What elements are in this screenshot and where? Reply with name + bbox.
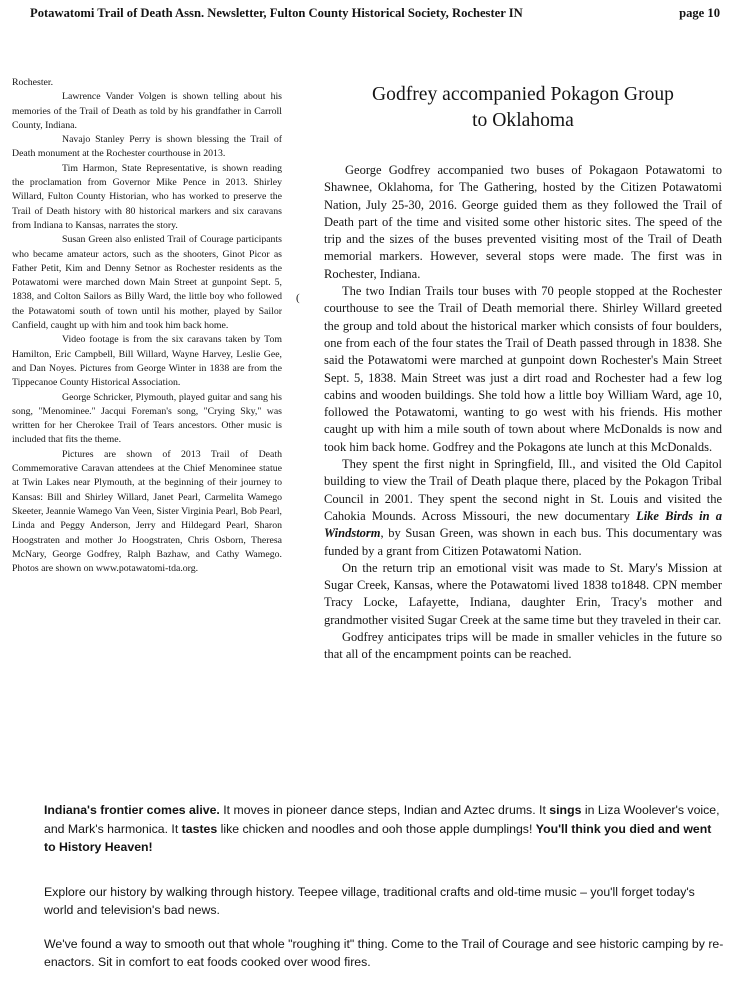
article-paragraph: Godfrey anticipates trips will be made in smaller vehicles in the future so that all of the encampment points can be reached. [324,630,722,662]
left-column [12,76,282,576]
article-title-line: to Oklahoma [472,110,574,131]
ad-bold-text: Indiana's frontier comes alive. [44,803,220,817]
page-number: page 10 [679,6,720,20]
left-paragraph: Video footage is from the six caravans taken by Tom Hamilton, Eric Campbell, Bill Willard, Wayne Harvey, Leslie Gee, and Dan Noyes. Pictures from George Winter in 1838 are from the Tippecanoe County Historical Association. [12,334,282,389]
margin-mark: ( [296,292,300,304]
ad-text: like chicken and noodles and ooh those apple dumplings! [217,821,536,836]
left-paragraph: Susan Green also enlisted Trail of Courage participants who became amateur actors, such as the shooters, Ginot Picor as Father Petit, Kim and Denny Setnor as Rochester residents as the Potawatomi were marched down Main Street at gunpoint Sept. 5, 1838, and Colton Sailors as Billy Ward, the little boy who followed the Potawatomi south of town until his mother, played by Sailor Canfield, caught up with him and took him back home. [12,234,282,332]
article-paragraph [324,456,722,560]
ad-bold-text: tastes [181,821,218,836]
newsletter-header [30,6,720,26]
article-text: They spent the first night in Springfield, Ill., and visited the Old Capitol building to view the Trail of Death plaque there, placed by the Pokagon Tribal Council in 2001. They spent the second night in St. Louis and visited the Cahokia Mounds. Across Missouri, the new documentary [324,457,722,523]
left-paragraph: Navajo Stanley Perry is shown blessing the Trail of Death monument at the Rochester courthouse in 2013. [12,134,282,160]
ad-bold-text: You'll think you died and went to History Heaven! [44,821,712,854]
left-paragraph: Lawrence Vander Volgen is shown telling about his memories of the Trail of Death as told by his grandfather in Carroll County, Indiana. [12,91,282,131]
article-body [324,162,722,664]
article [324,82,722,664]
ad-paragraph: Explore our history by walking through history. Teepee village, traditional crafts and old-time music – you'll forget today's world and television's bad news. [44,884,695,917]
documentary-title: Like Birds in a Windstorm [324,508,723,541]
article-paragraph: The two Indian Trails tour buses with 70 people stopped at the Rochester courthouse to see the Trail of Death memorial there. Shirley Willard greeted the group and told about the historical marker which consists of four boulders, one from each of the four states the Trail of Death passed through in 1838. She said the Potawatomi were marched at gunpoint down Rochester's Main Street Sept. 5, 1838. Main Street was just a dirt road and Rochester had a few log cabins and wooden buildings. She told how a little boy William Ward, age 10, followed the Potawatomi, wanting to go west with his friends. His mother caught up with him a mile south of town about where McDonalds is now and took him back home. Godfrey and the Pokagons ate lunch at this McDonalds. [324,284,722,454]
trail-of-courage-ad [44,801,724,972]
ad-paragraph [44,801,724,857]
ad-bold-text: sings [549,803,582,817]
left-paragraph: Rochester. [12,77,54,88]
newsletter-title: Potawatomi Trail of Death Assn. Newsletter, Fulton County Historical Society, Rochester IN [30,6,523,20]
left-paragraph: George Schricker, Plymouth, played guitar and sang his song, "Menominee." Jacqui Foreman's song, "Crying Sky," was written for her Cherokee Trail of Tears ancestors. Other music is included that fits the theme. [12,391,282,446]
ad-text: in Liza Woolever's voice, and Mark's harmonica. It [44,803,720,836]
article-paragraph: On the return trip an emotional visit was made to St. Mary's Mission at Sugar Creek, Kansas, where the Potawatomi lived 1838 to1848. CPN member Tracy Locke, Lafayette, Indiana, daughter Erin, Tracy's mother and grandmother visited Sugar Creek at the same time but they traveled in their car. [324,560,722,627]
article-title [324,82,722,134]
article-title-line: Godfrey accompanied Pokagon Group [372,84,674,105]
article-text: , by Susan Green, was shown in each bus. This documentary was funded by a grant from Citizen Potawatomi Nation. [324,526,722,558]
left-paragraph: Pictures are shown of 2013 Trail of Death Commemorative Caravan attendees at the Chief Menominee statue at Twin Lakes near Plymouth, at the beginning of their journey to Kansas: Bill and Shirley Willard, Janet Pearl, Carmelita Wamego Skeeter, Jeannie Wamego Van Veen, Sister Virginia Pearl, Bob Pearl, Linda and Peggy Anderson, Jerry and Hildegard Pearl, Sharon Hoogstraten and mother Jo Hoogstraten, Chris Osborn, Theresa McNary, George Godfrey, Ralph Bazhaw, and Cathy Wamego. Photos are shown on www.potawatomi-tda.org. [12,448,282,575]
ad-paragraph: We've found a way to smooth out that whole "roughing it" thing. Come to the Trail of Courage and see historic camping by re-enactors. Sit in comfort to eat foods cooked over wood fires. [44,936,724,969]
article-paragraph: George Godfrey accompanied two buses of Pokagaon Potawatomi to Shawnee, Oklahoma, for The Gathering, hosted by the Citizen Potawatomi Nation, July 25-30, 2016. George guided them as they followed the Trail of Death part of the time and visited some other historic sites. The speed of the trip and the sizes of the buses prevented visiting most of the Trail of Death memorial markers. However, several stops were made. The first was in Rochester, Indiana. [324,163,722,281]
left-paragraph: Tim Harmon, State Representative, is shown reading the proclamation from Governor Mike Pence in 2013. Shirley Willard, Fulton County Historian, who has worked to preserve the Trail of Death history with 80 historical markers and six caravans from Indiana to Kansas, narrates the story. [12,162,282,231]
ad-text: It moves in pioneer dance steps, Indian and Aztec drums. It [219,803,550,817]
